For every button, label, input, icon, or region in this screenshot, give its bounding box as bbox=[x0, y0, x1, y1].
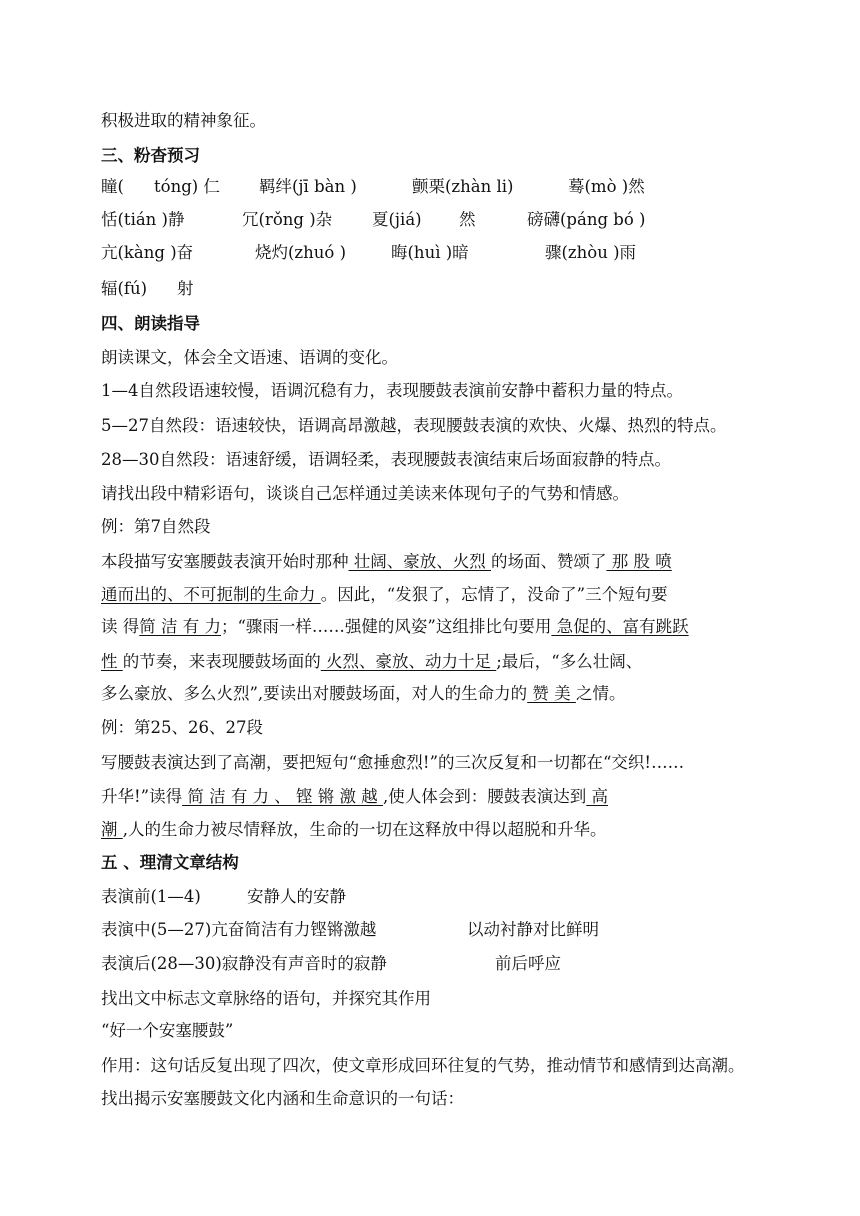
structure-line: 作用：这句话反复出现了四次，使文章形成回环往复的气势，推动情节和感情到达高潮。 bbox=[101, 1056, 745, 1075]
p7-line-4 bbox=[101, 652, 642, 672]
text: ,使人体会到：腰鼓表演达到 bbox=[383, 787, 587, 806]
pinyin-item: 羁绊(jī bàn ) bbox=[259, 177, 357, 196]
text: ,人的生命力被尽情释放，生命的一切在这释放中得以超脱和升华。 bbox=[122, 820, 607, 839]
section3-heading: 三、粉杳预习 bbox=[101, 146, 200, 165]
answer-blank: 急促的、富有跳跃 bbox=[551, 617, 689, 636]
example-label: 例：第7自然段 bbox=[101, 517, 211, 536]
answer-blank: 简 洁 有 力 、 铿 锵 激 越 bbox=[182, 787, 384, 806]
pinyin-item: 射 bbox=[177, 279, 194, 298]
reading-line: 1—4自然段语速较慢，语调沉稳有力，表现腰鼓表演前安静中蓄积力量的特点。 bbox=[101, 381, 683, 400]
reading-line: 28—30自然段：语速舒缓，语调轻柔，表现腰鼓表演结束后场面寂静的特点。 bbox=[101, 450, 671, 469]
structure-stage: 表演中(5—27)亢奋简洁有力铿锵激越 bbox=[101, 920, 377, 939]
structure-note: 以动衬静对比鲜明 bbox=[467, 920, 599, 939]
pinyin-item: 晦(huì )暗 bbox=[391, 243, 469, 262]
pinyin-item: 蓦(mò )然 bbox=[568, 177, 645, 196]
text: 多么豪放、多么火烈”,要读出对腰鼓场面，对人的生命力的 bbox=[101, 684, 528, 703]
answer-blank: 火烈、豪放、动力十足 bbox=[320, 652, 497, 671]
structure-line: 找出揭示安塞腰鼓文化内涵和生命意识的一句话： bbox=[101, 1089, 464, 1108]
pinyin-item: 瞳( bbox=[101, 177, 124, 196]
answer-blank: 壮阔、豪放、火烈 bbox=[348, 552, 491, 571]
text: ;最后，“多么壮阔、 bbox=[496, 652, 643, 671]
answer-blank: 通而出的、不可扼制的生命力 bbox=[101, 585, 321, 604]
text: 的节奏，来表现腰鼓场面的 bbox=[122, 652, 321, 671]
structure-line: 找出文中标志文章脉络的语句，并探究其作用 bbox=[101, 989, 431, 1008]
answer-blank: 那 股 喷 bbox=[606, 552, 672, 571]
structure-stage: 表演前(1—4) bbox=[101, 887, 201, 906]
p7-line-2 bbox=[101, 585, 668, 605]
text: ；“骤雨一样……强健的风姿”这组排比句要用 bbox=[221, 617, 552, 636]
p7-line-3 bbox=[101, 617, 689, 637]
pinyin-item: 骤(zhòu )雨 bbox=[545, 243, 636, 262]
answer-blank: 潮 bbox=[101, 820, 123, 839]
text: 升华!”读得 bbox=[101, 787, 183, 806]
pinyin-item: 恬(tián )静 bbox=[101, 210, 185, 229]
text: 读 得 bbox=[101, 617, 140, 636]
pinyin-item: tóng) 仁 bbox=[154, 177, 220, 196]
structure-line: “好一个安塞腰鼓” bbox=[101, 1021, 234, 1040]
pinyin-item: 辐(fú) bbox=[101, 279, 148, 298]
answer-blank: 性 bbox=[101, 652, 123, 671]
reading-line: 请找出段中精彩语句，谈谈自己怎样通过美读来体现句子的气势和情感。 bbox=[101, 484, 629, 503]
structure-note: 安静人的安静 bbox=[247, 887, 346, 906]
pinyin-item: 颤栗(zhàn li) bbox=[412, 177, 514, 196]
reading-line: 5—27自然段：语速较快，语调高昂激越，表现腰鼓表演的欢快、火爆、热烈的特点。 bbox=[101, 416, 727, 435]
intro-tail: 积极进取的精神象征。 bbox=[101, 111, 266, 130]
pinyin-item: 然 bbox=[459, 210, 476, 229]
answer-blank: 赞 美 bbox=[527, 684, 576, 703]
text: 本段描写安塞腰鼓表演开始时那种 bbox=[101, 552, 349, 571]
pinyin-item: 冗(rǒng )杂 bbox=[242, 210, 333, 229]
p7-line-5 bbox=[101, 684, 625, 704]
pinyin-item: 亢(kàng )奋 bbox=[101, 243, 194, 262]
structure-stage: 表演后(28—30)寂静没有声音时的寂静 bbox=[101, 954, 387, 973]
text: 。因此，“发狠了，忘情了，没命了”三个短句要 bbox=[320, 585, 668, 604]
p25-line-2 bbox=[101, 787, 608, 807]
structure-note: 前后呼应 bbox=[495, 954, 561, 973]
reading-line: 朗读课文，体会全文语速、语调的变化。 bbox=[101, 348, 398, 367]
p7-line-1 bbox=[101, 552, 672, 572]
pinyin-item: 夏(jiá) bbox=[372, 210, 422, 229]
answer-blank: 简 洁 有 力 bbox=[139, 617, 221, 636]
text: 之情。 bbox=[575, 684, 626, 703]
pinyin-item: 烧灼(zhuó ) bbox=[255, 243, 346, 262]
example-label: 例：第25、26、27段 bbox=[101, 718, 263, 737]
text: 的场面、赞颂了 bbox=[491, 552, 607, 571]
answer-blank: 高 bbox=[586, 787, 609, 806]
pinyin-item: 磅礴(páng bó ) bbox=[527, 210, 646, 229]
p25-line-3 bbox=[101, 820, 607, 840]
section4-heading: 四、朗读指导 bbox=[101, 314, 200, 333]
section5-heading: 五 、理清文章结构 bbox=[101, 853, 239, 872]
p25-line-1: 写腰鼓表演达到了高潮，要把短句“愈捶愈烈!”的三次反复和一切都在“交织!…… bbox=[101, 753, 685, 772]
